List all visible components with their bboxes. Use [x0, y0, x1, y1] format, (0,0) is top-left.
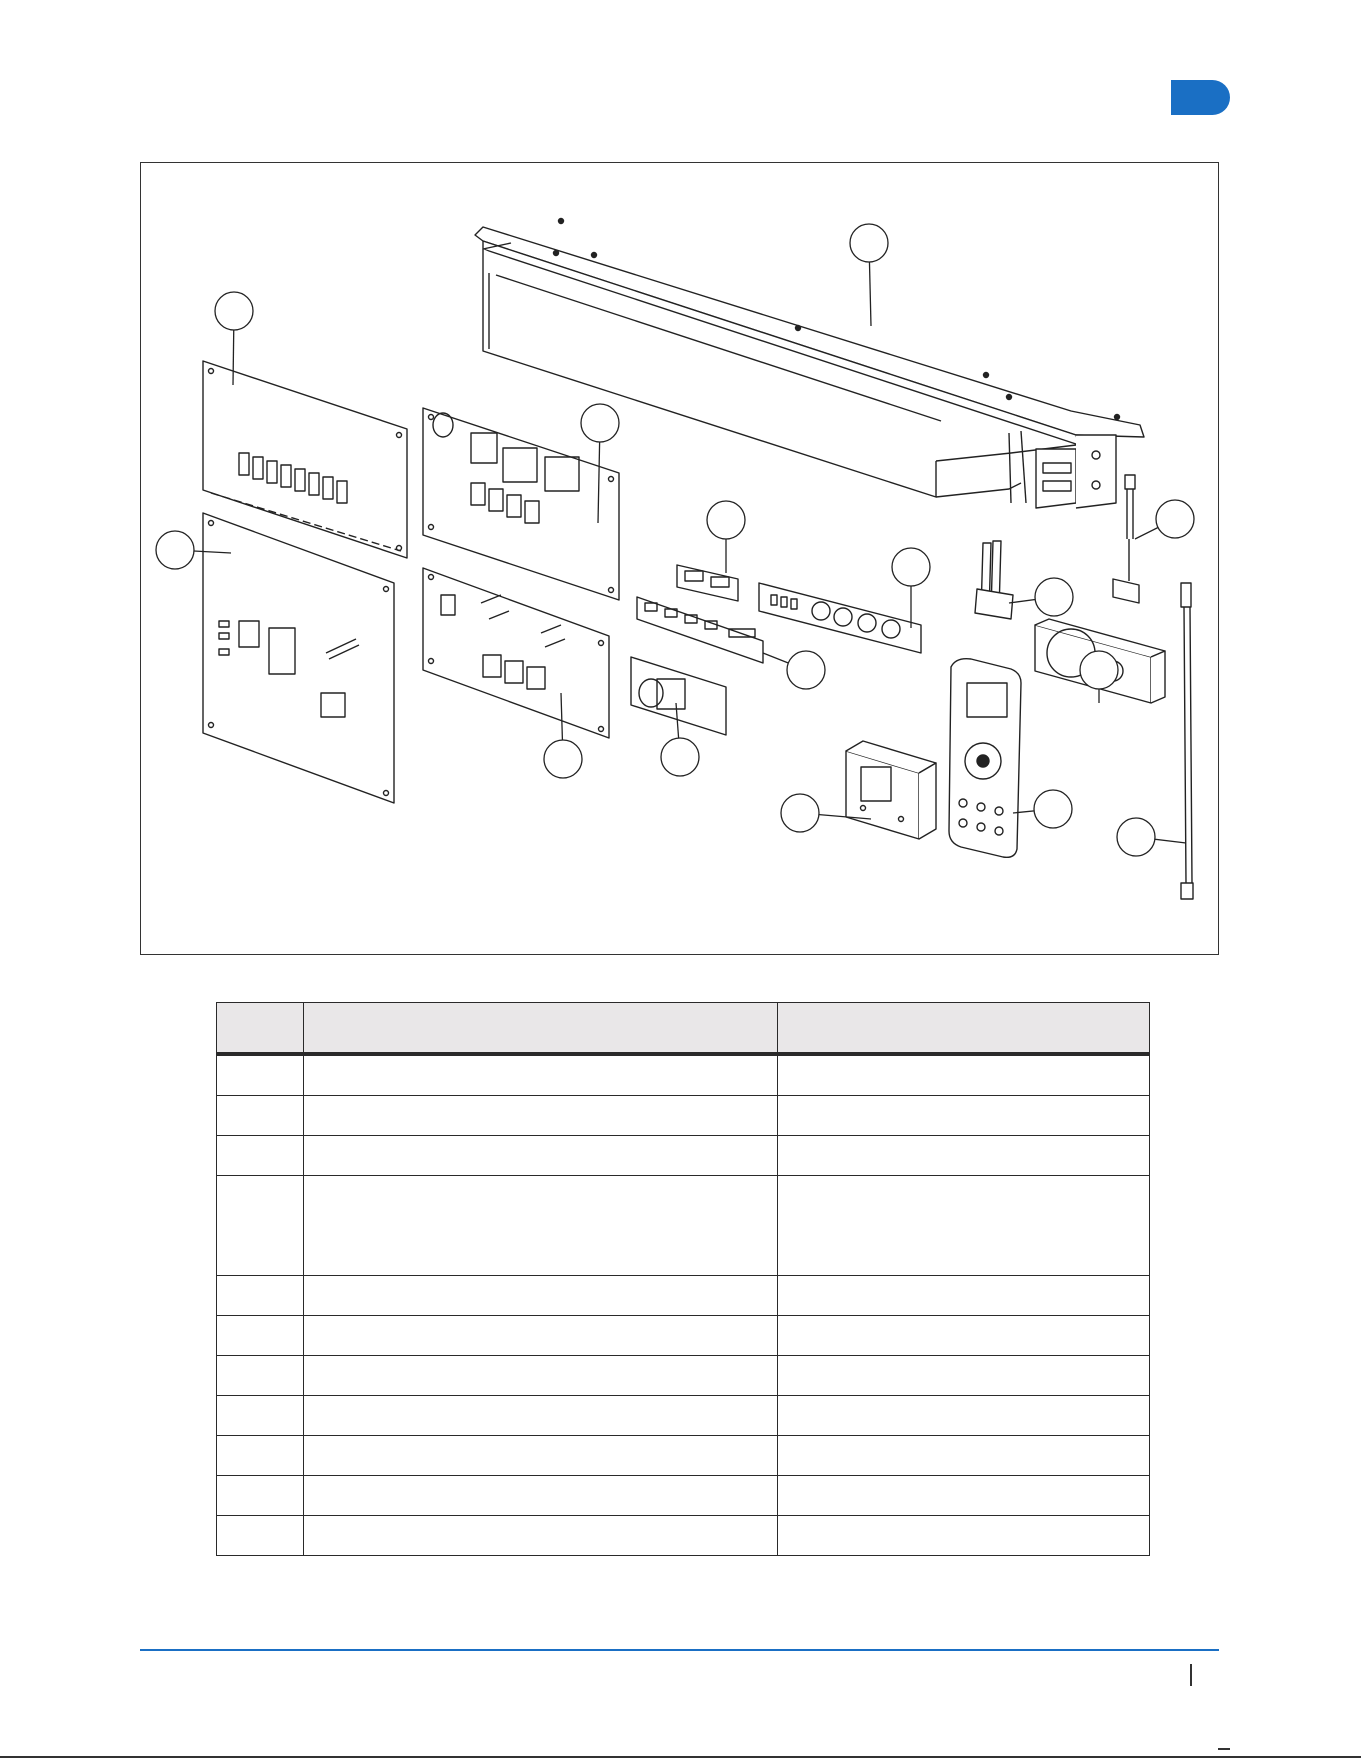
- callout-marker: [581, 404, 619, 442]
- callout-marker: [892, 548, 930, 586]
- table-cell: [217, 1396, 304, 1436]
- table-cell: [304, 1276, 778, 1316]
- table-cell: [304, 1396, 778, 1436]
- table-cell: [304, 1054, 778, 1096]
- table-row: [217, 1054, 1150, 1096]
- table-cell: [778, 1396, 1150, 1436]
- exploded-parts-figure: [140, 162, 1219, 955]
- cable-harness: [1181, 583, 1193, 899]
- page-number-separator: [1190, 1664, 1192, 1686]
- callout-marker: [215, 292, 253, 330]
- table-cell: [304, 1136, 778, 1176]
- table-cell: [217, 1096, 304, 1136]
- table-cell: [778, 1476, 1150, 1516]
- table-cell: [778, 1356, 1150, 1396]
- parts-table: [216, 1002, 1150, 1556]
- knob-control-panel: [759, 583, 921, 653]
- table-cell: [778, 1516, 1150, 1556]
- table-cell: [304, 1316, 778, 1356]
- callout-marker: [781, 794, 819, 832]
- column-header: [304, 1003, 778, 1055]
- table-row: [217, 1436, 1150, 1476]
- table-cell: [304, 1436, 778, 1476]
- wired-controller-box: [846, 741, 936, 839]
- column-header: [778, 1003, 1150, 1055]
- table-row: [217, 1136, 1150, 1176]
- power-board: [203, 513, 394, 803]
- table-cell: [217, 1176, 304, 1276]
- table-cell: [778, 1096, 1150, 1136]
- callout-marker: [1035, 578, 1073, 616]
- table-cell: [217, 1316, 304, 1356]
- callout-marker: [544, 740, 582, 778]
- connector-board-wide: [637, 597, 763, 663]
- callout-marker: [1034, 790, 1072, 828]
- callout-marker: [156, 531, 194, 569]
- table-cell: [778, 1176, 1150, 1276]
- table-cell: [778, 1136, 1150, 1176]
- table-cell: [778, 1316, 1150, 1356]
- display-board: [631, 657, 726, 735]
- callout-marker: [1156, 500, 1194, 538]
- table-row: [217, 1096, 1150, 1136]
- table-header-row: [217, 1003, 1150, 1055]
- table-cell: [304, 1096, 778, 1136]
- table-cell: [778, 1276, 1150, 1316]
- table-cell: [778, 1436, 1150, 1476]
- table-cell: [217, 1136, 304, 1176]
- table-cell: [304, 1356, 778, 1396]
- table-cell: [217, 1054, 304, 1096]
- table-row: [217, 1476, 1150, 1516]
- footer-divider: [140, 1649, 1219, 1651]
- table-cell: [217, 1516, 304, 1556]
- callout-marker: [1080, 651, 1118, 689]
- callout-marker: [661, 738, 699, 776]
- callout-marker: [707, 501, 745, 539]
- table-cell: [304, 1516, 778, 1556]
- table-cell: [217, 1436, 304, 1476]
- table-cell: [217, 1476, 304, 1516]
- sensor-probe: [975, 541, 1013, 619]
- table-row: [217, 1176, 1150, 1276]
- column-header: [217, 1003, 304, 1055]
- table-cell: [778, 1054, 1150, 1096]
- chapter-tab-icon: [1171, 80, 1230, 115]
- connector-board-small: [677, 565, 738, 601]
- table-row: [217, 1276, 1150, 1316]
- bottom-edge-rule: [0, 1756, 1361, 1758]
- table-cell: [217, 1356, 304, 1396]
- callout-marker: [850, 224, 888, 262]
- table-row: [217, 1516, 1150, 1556]
- table-row: [217, 1356, 1150, 1396]
- table-cell: [304, 1476, 778, 1516]
- callout-marker: [1117, 818, 1155, 856]
- callout-marker: [787, 651, 825, 689]
- bottom-edge-tick: [1218, 1748, 1230, 1750]
- driver-board: [423, 568, 609, 738]
- table-cell: [304, 1176, 778, 1276]
- remote-controller: [949, 659, 1021, 858]
- table-cell: [217, 1276, 304, 1316]
- table-row: [217, 1396, 1150, 1436]
- table-row: [217, 1316, 1150, 1356]
